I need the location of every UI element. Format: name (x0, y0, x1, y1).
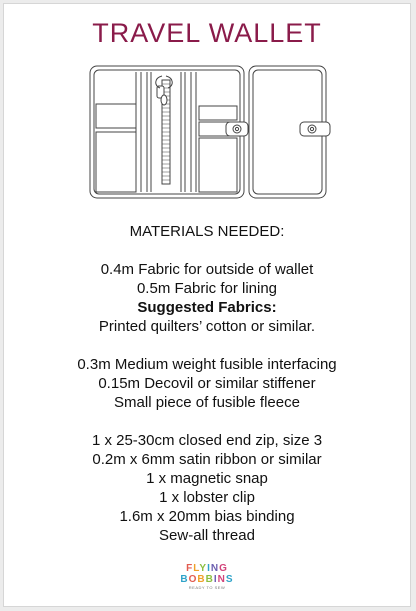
wallet-illustration (4, 62, 412, 202)
materials-heading: MATERIALS NEEDED: (129, 223, 285, 240)
material-item: 1.6m x 20mm bias binding (119, 508, 295, 525)
material-item: 0.5m Fabric for lining (136, 280, 278, 297)
materials-list (4, 222, 410, 545)
material-item: 0.2m x 6mm satin ribbon or similar (92, 451, 322, 468)
flying-bobbins-logo (4, 563, 410, 591)
material-item: 1 x 25-30cm closed end zip, size 3 (91, 432, 323, 449)
material-item: 0.15m Decovil or similar stiffener (98, 375, 316, 392)
pattern-card (3, 3, 411, 607)
wallet-open-inside-drawing (90, 66, 248, 198)
logo-word-bobbins: BOBBINS (180, 574, 234, 585)
wallet-closed-outside-drawing (249, 66, 330, 198)
material-item: 0.4m Fabric for outside of wallet (100, 261, 314, 278)
material-item: 1 x lobster clip (159, 489, 255, 506)
material-item: Small piece of fusible fleece (114, 394, 300, 411)
material-item: Sew-all thread (159, 527, 255, 544)
logo-tagline: READY TO SEW (188, 585, 226, 590)
material-item: 1 x magnetic snap (146, 470, 268, 487)
logo-word-flying: FLYING (186, 563, 228, 574)
material-item: 0.3m Medium weight fusible interfacing (77, 356, 337, 373)
suggested-fabrics-text: Printed quilters’ cotton or similar. (98, 318, 316, 335)
page-title: TRAVEL WALLET (92, 18, 322, 48)
suggested-fabrics-heading: Suggested Fabrics: (137, 299, 277, 316)
